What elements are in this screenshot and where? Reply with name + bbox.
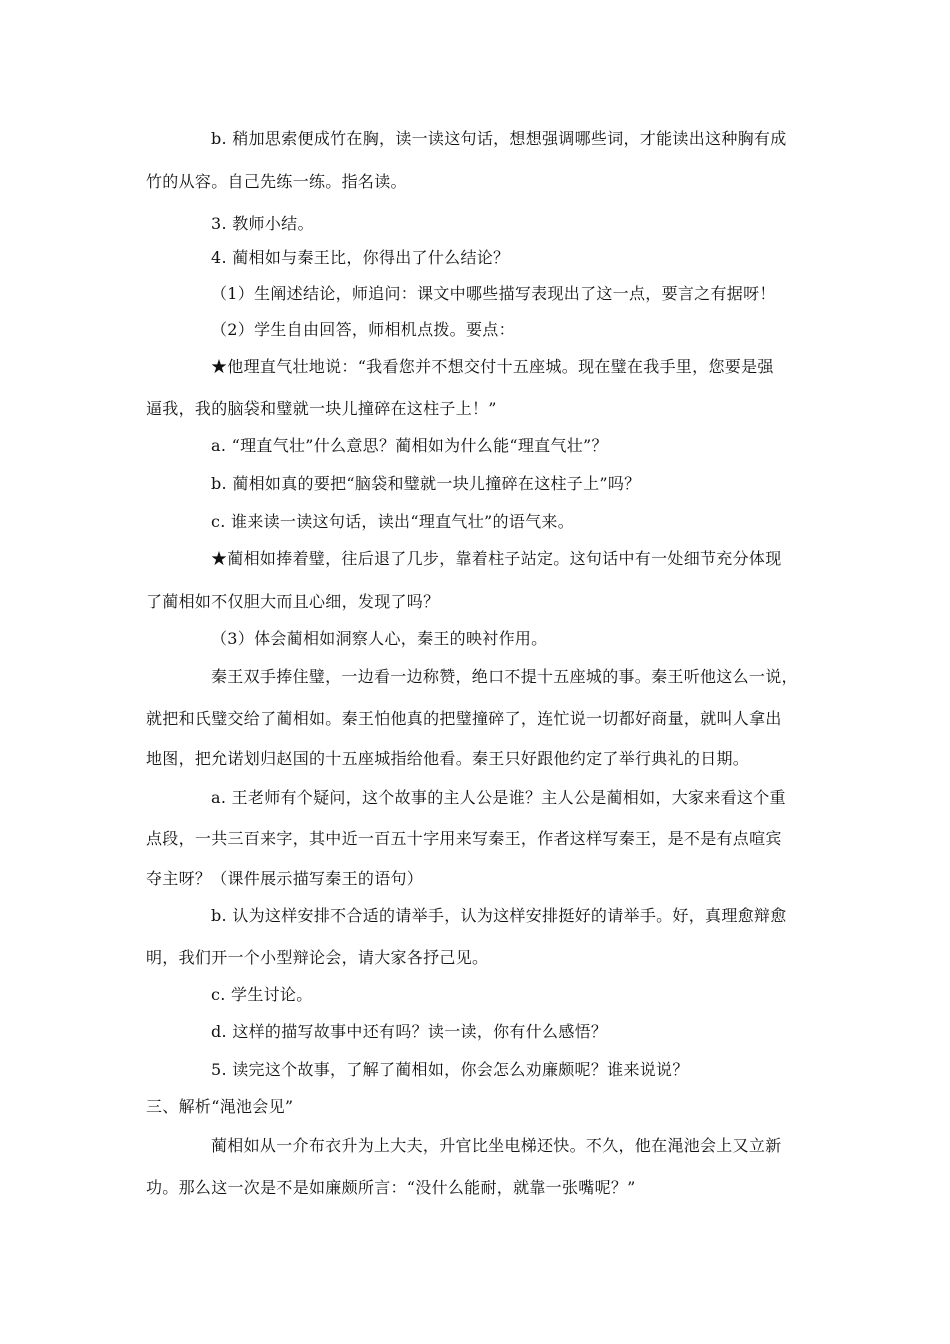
text-line: 就把和氏璧交给了蔺相如。秦王怕他真的把璧撞碎了，连忙说一切都好商量，就叫人拿出: [146, 709, 782, 728]
text-line: c. 学生讨论。: [211, 985, 313, 1004]
text-line: b. 蔺相如真的要把“脑袋和璧就一块儿撞碎在这柱子上”吗？: [211, 474, 641, 493]
text-line: 蔺相如从一介布衣升为上大夫，升官比坐电梯还快。不久，他在渑池会上又立新: [211, 1136, 782, 1155]
text-line: 竹的从容。自己先练一练。指名读。: [146, 172, 407, 191]
text-line: a. “理直气壮”什么意思？蔺相如为什么能“理直气壮”？: [211, 436, 608, 455]
text-line: d. 这样的描写故事中还有吗？读一读，你有什么感悟？: [211, 1022, 608, 1041]
text-line: 地图，把允诺划归赵国的十五座城指给他看。秦王只好跟他约定了举行典礼的日期。: [146, 749, 750, 768]
text-line: 秦王双手捧住璧，一边看一边称赞，绝口不提十五座城的事。秦王听他这么一说，: [211, 667, 798, 686]
text-line: a. 王老师有个疑问，这个故事的主人公是谁？主人公是蔺相如，大家来看这个重: [211, 788, 786, 807]
section-heading: 三、解析“渑池会见”: [146, 1097, 294, 1116]
text-line: 夺主呀？（课件展示描写秦王的语句）: [146, 869, 424, 888]
text-line: 点段，一共三百来字，其中近一百五十字用来写秦王，作者这样写秦王，是不是有点喧宾: [146, 829, 782, 848]
text-line: 4. 蔺相如与秦王比，你得出了什么结论？: [211, 248, 510, 267]
text-line: 3. 教师小结。: [211, 214, 314, 233]
text-line: ★他理直气壮地说：“我看您并不想交付十五座城。现在璧在我手里，您要是强: [211, 357, 774, 376]
text-line: 逼我，我的脑袋和璧就一块儿撞碎在这柱子上！”: [146, 399, 497, 418]
text-line: （2）学生自由回答，师相机点拨。要点：: [211, 320, 515, 339]
text-line: （3）体会蔺相如洞察人心，秦王的映衬作用。: [211, 629, 548, 648]
text-line: 明，我们开一个小型辩论会，请大家各抒己见。: [146, 948, 489, 967]
text-line: ★蔺相如捧着璧，往后退了几步，靠着柱子站定。这句话中有一处细节充分体现: [211, 549, 782, 568]
text-line: 了蔺相如不仅胆大而且心细，发现了吗？: [146, 592, 440, 611]
text-line: b. 稍加思索便成竹在胸，读一读这句话，想想强调哪些词，才能读出这种胸有成: [211, 129, 787, 148]
text-line: 5. 读完这个故事，了解了蔺相如，你会怎么劝廉颇呢？谁来说说？: [211, 1060, 689, 1079]
text-line: 功。那么这一次是不是如廉颇所言：“没什么能耐，就靠一张嘴呢？”: [146, 1178, 636, 1197]
text-line: b. 认为这样安排不合适的请举手，认为这样安排挺好的请举手。好，真理愈辩愈: [211, 906, 787, 925]
text-line: （1）生阐述结论，师追问：课文中哪些描写表现出了这一点，要言之有据呀！: [211, 284, 776, 303]
text-line: c. 谁来读一读这句话，读出“理直气壮”的语气来。: [211, 512, 574, 531]
